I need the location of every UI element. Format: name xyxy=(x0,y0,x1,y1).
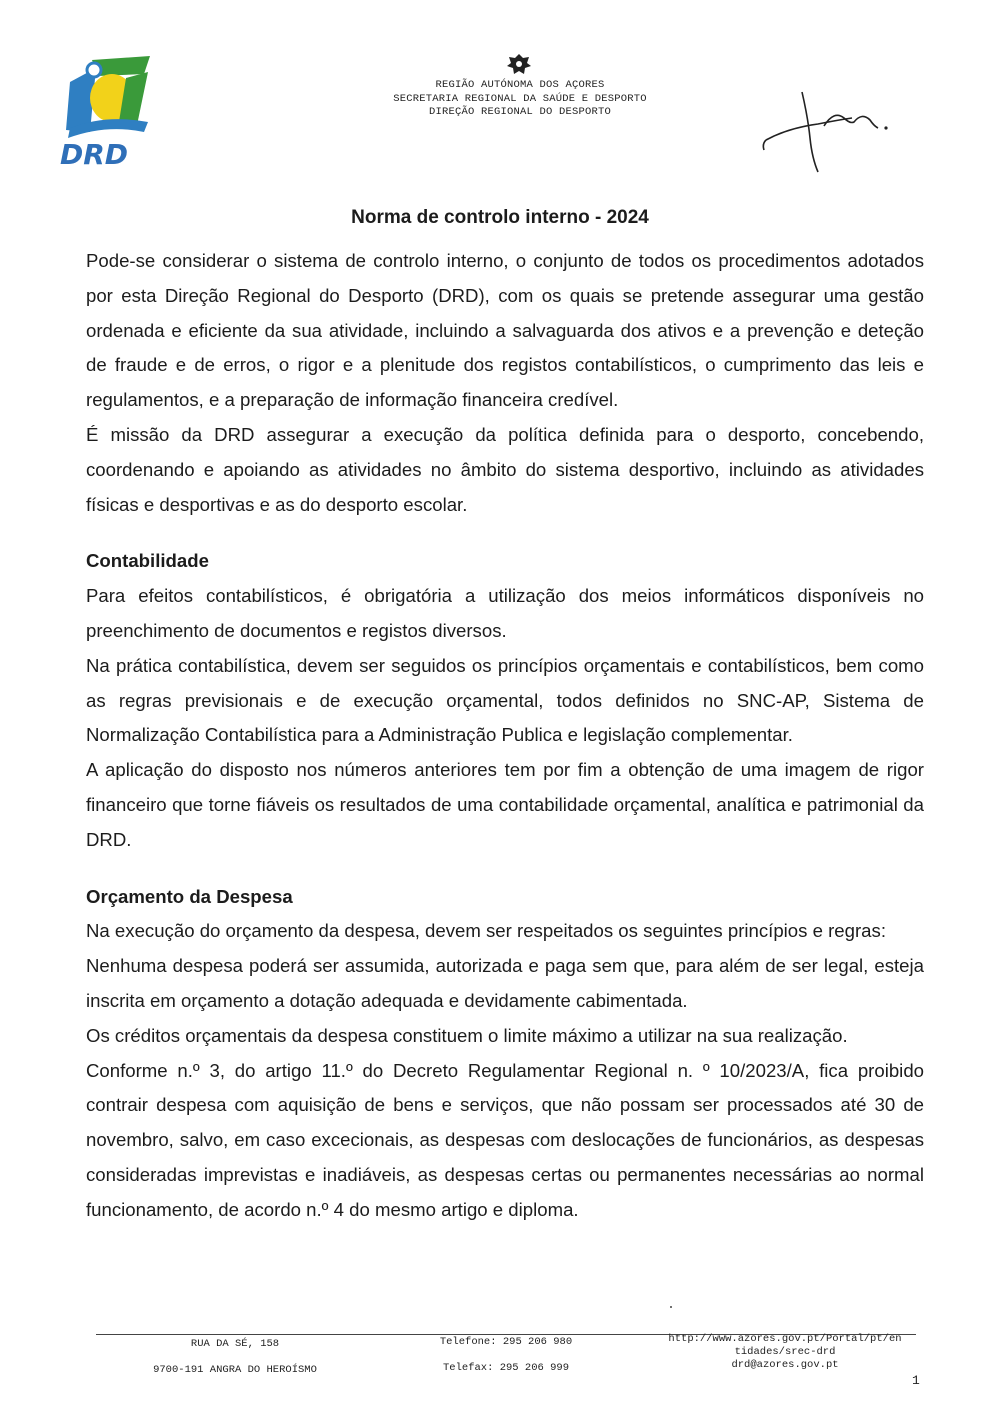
section-paragraph: Nenhuma despesa poderá ser assumida, autorizada e paga sem que, para além de ser legal, esteja inscrita em orçamento a dotação adequada e devidamente cabimentada. xyxy=(86,955,924,1011)
footer-address-street: RUA DA SÉ, 158 xyxy=(190,1338,280,1350)
drd-logo xyxy=(56,52,156,172)
handwritten-signature xyxy=(758,88,898,178)
header-line-secretariat: SECRETARIA REGIONAL DA SAÚDE E DESPORTO xyxy=(393,92,647,105)
section-paragraph: Na prática contabilística, devem ser seguidos os princípios orçamentais e contabilísticos, bem como as regras previsionais e de execução orçamental, todos definidos no SNC-AP, Sistema de Normalização Contabilística para a Administração Publica e legislação complementar. xyxy=(86,654,924,746)
intro-paragraph: Pode-se considerar o sistema de controlo interno, o conjunto de todos os procedimentos adotados por esta Direção Regional do Desporto (DRD), com os quais se pretende assegurar uma gestão ordenada e eficiente da sua atividade, incluindo a salvaguarda dos ativos e a prevenção e deteção de fraude e de erros, o rigor e a plenitude dos registos contabilísticos, o cumprimento das leis e regulamentos, e a preparação de informação financeira credível. xyxy=(86,250,924,411)
header-line-region: REGIÃO AUTÓNOMA DOS AÇORES xyxy=(435,79,605,91)
page-number: 1 xyxy=(912,1373,920,1388)
footer-website xyxy=(640,1333,930,1372)
svg-text:DRD: DRD xyxy=(60,138,129,171)
section-paragraph: Para efeitos contabilísticos, é obrigatória a utilização dos meios informáticos disponíveis no preenchimento de documentos e registos diversos. xyxy=(86,585,924,641)
section-heading: Orçamento da Despesa xyxy=(86,885,293,907)
document-title: Norma de controlo interno - 2024 xyxy=(351,207,649,228)
section-paragraph: Os créditos orçamentais da despesa constituem o limite máximo a utilizar na sua realização. xyxy=(86,1024,848,1046)
section-heading: Contabilidade xyxy=(86,550,209,572)
stray-mark xyxy=(670,1306,672,1308)
footer-address-city: 9700-191 ANGRA DO HEROÍSMO xyxy=(153,1364,317,1376)
document-body xyxy=(86,244,924,1228)
footer-fax: Telefax: 295 206 999 xyxy=(442,1362,570,1374)
intro-paragraph: É missão da DRD assegurar a execução da política definida para o desporto, concebendo, coordenando e apoiando as atividades no âmbito do sistema desportivo, incluindo as atividades físicas e desportivas e as do desporto escolar. xyxy=(86,423,924,515)
footer-email: drd@azores.gov.pt xyxy=(731,1359,839,1371)
institution-header xyxy=(360,79,680,120)
footer-url-line: tidades/srec-drd xyxy=(734,1346,836,1358)
footer-phone: Telefone: 295 206 980 xyxy=(439,1336,573,1348)
section-paragraph: Na execução do orçamento da despesa, devem ser respeitados os seguintes princípios e regras: xyxy=(86,920,886,942)
header-line-directorate: DIREÇÃO REGIONAL DO DESPORTO xyxy=(428,106,612,118)
footer-url-line: http://www.azores.gov.pt/Portal/pt/en xyxy=(668,1333,902,1345)
coat-of-arms-icon xyxy=(506,52,532,78)
section-paragraph: A aplicação do disposto nos números anteriores tem por fim a obtenção de uma imagem de rigor financeiro que torne fiáveis os resultados de uma contabilidade orçamental, analítica e patrimonial da DRD. xyxy=(86,759,924,850)
section-paragraph: Conforme n.º 3, do artigo 11.º do Decreto Regulamentar Regional n. º 10/2023/A, fica proibido contrair despesa com aquisição de bens e serviços, que não possam ser processados até 30 de novembro, salvo, em caso excecionais, as despesas com deslocações de funcionários, as despesas consideradas imprevistas e inadiáveis, as despesas certas ou permanentes necessárias ao normal funcionamento, de acordo n.º 4 do mesmo artigo e diploma. xyxy=(86,1059,924,1220)
